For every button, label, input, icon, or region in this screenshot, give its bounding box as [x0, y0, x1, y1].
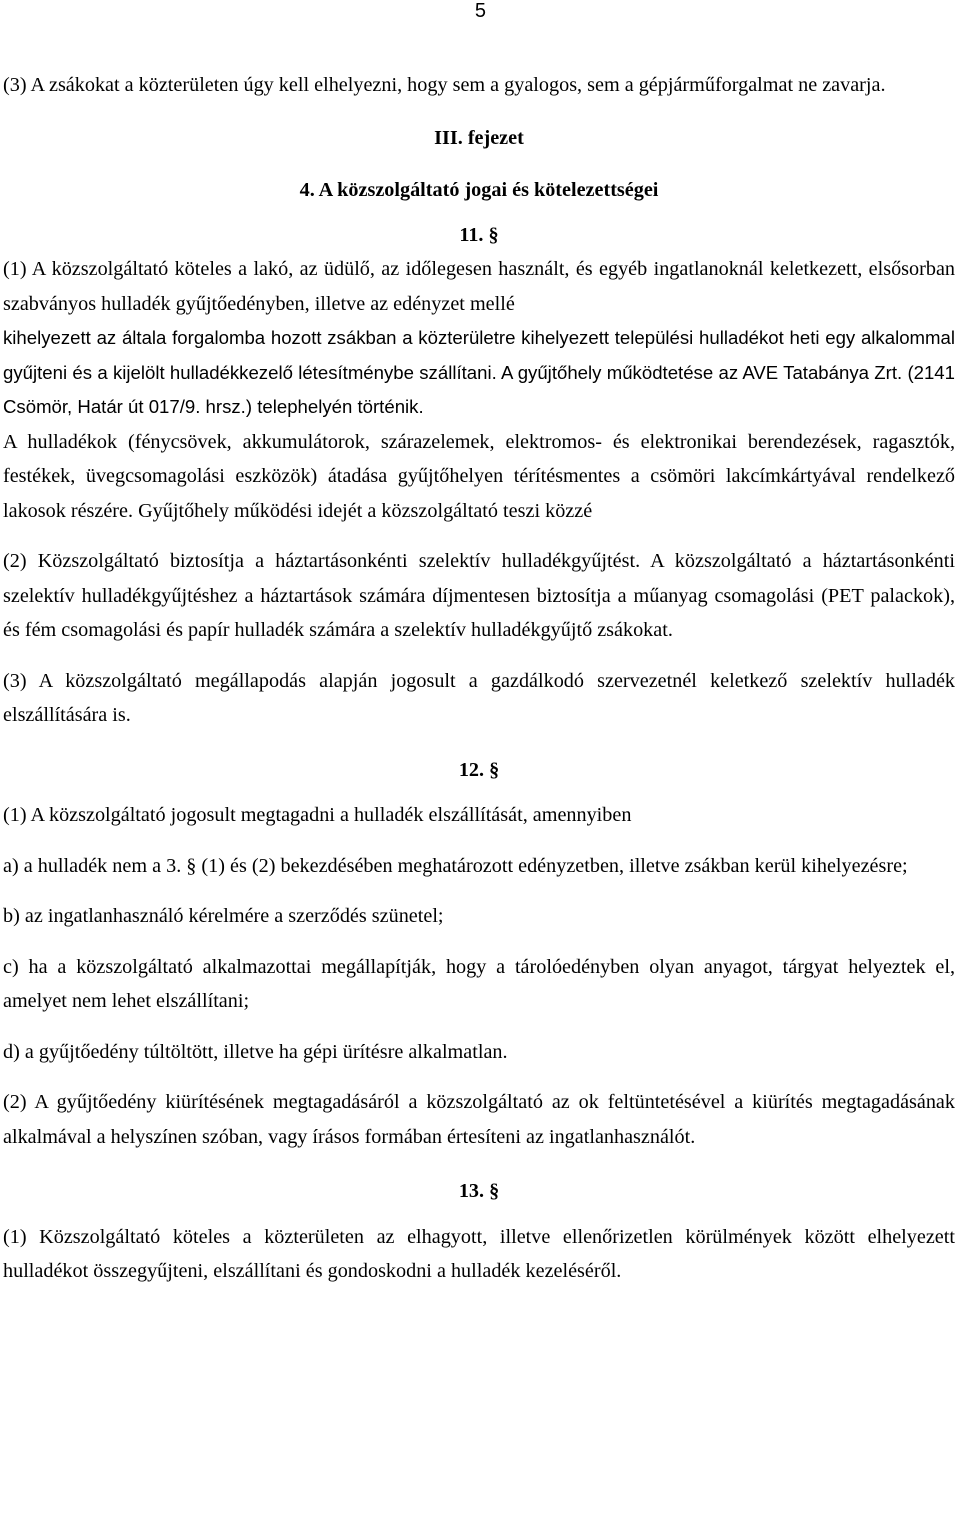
chapter-heading: III. fejezet	[434, 126, 524, 149]
s11-para-1-body: kihelyezett az általa forgalomba hozott zsákban a közterületre kihelyezett települési hulladékot heti egy alkalommal gyűjteni és a kijelölt hulladékkezelő létesítménybe szállítani. A gyűjtőhely működtetése az AVE Tatabánya Zrt. (2141 Csömör, Határ út 017/9. hrsz.) telephelyén történik.	[3, 327, 955, 417]
page-number: 5	[474, 0, 486, 22]
document-body	[3, 68, 955, 1289]
s11-para-1-intro: (1) A közszolgáltató köteles a lakó, az üdülő, az időlegesen használt, és egyéb ingatlanoknál keletkezett, elsősorban szabványos hulladék gyűjtőedényben, illetve az edényzet mellé	[3, 258, 955, 315]
s13-para-1: (1) Közszolgáltató köteles a közterületen az elhagyott, illetve ellenőrizetlen körülmények között elhelyezett hulladékot összegyűjteni, elszállítani és gondoskodni a hulladék kezeléséről.	[3, 1225, 955, 1282]
s11-para-1-waste-list: A hulladékok (fénycsövek, akkumulátorok, szárazelemek, elektromos- és elektronikai berendezések, ragasztók, festékek, üvegcsomagolási eszközök) átadása gyűjtőhelyen térítésmentes a csömöri lakcímkártyával rendelkező lakosok részére. Gyűjtőhely működési idejét a közszolgáltató teszi közzé	[3, 430, 955, 522]
s11-para-2: (2) Közszolgáltató biztosítja a háztartásonkénti szelektív hulladékgyűjtést. A közszolgáltató a háztartásonkénti szelektív hulladékgyűjtéshez a háztartások számára díjmentesen biztosítja a műanyag csomagolási (PET palackok), és fém csomagolási és papír hulladék számára a szelektív hulladékgyűjtő zsákokat.	[3, 550, 955, 641]
paragraph-10-3: (3) A zsákokat a közterületen úgy kell elhelyezni, hogy sem a gyalogos, sem a gépjárműforgalmat ne zavarja.	[3, 74, 886, 96]
paragraph-number-12: 12. §	[458, 758, 500, 781]
s12-item-d: d) a gyűjtőedény túltöltött, illetve ha gépi ürítésre alkalmatlan.	[3, 1040, 508, 1063]
s12-item-c: c) ha a közszolgáltató alkalmazottai megállapítják, hogy a tárolóedényben olyan anyagot, tárgyat helyeztek el, amelyet nem lehet elszállítani;	[3, 955, 955, 1012]
paragraph-number-11: 11. §	[459, 223, 499, 246]
s12-item-a: a) a hulladék nem a 3. § (1) és (2) bekezdésében meghatározott edényzetben, illetve zsákban kerül kihelyezésre;	[3, 854, 908, 877]
paragraph-number-13: 13. §	[458, 1180, 500, 1202]
section-title: 4. A közszolgáltató jogai és kötelezettségei	[299, 179, 659, 201]
s11-para-3: (3) A közszolgáltató megállapodás alapján jogosult a gazdálkodó szervezetnél keletkező szelektív hulladék elszállítására is.	[3, 669, 955, 726]
s12-para-1: (1) A közszolgáltató jogosult megtagadni a hulladék elszállítását, amennyiben	[3, 804, 632, 826]
s12-item-b: b) az ingatlanhasználó kérelmére a szerződés szünetel;	[3, 905, 444, 927]
s12-para-2: (2) A gyűjtőedény kiürítésének megtagadásáról a közszolgáltató az ok feltüntetésével a kiürítés megtagadásának alkalmával a helyszínen szóban, vagy írásos formában értesíteni az ingatlanhasználót.	[3, 1091, 955, 1148]
